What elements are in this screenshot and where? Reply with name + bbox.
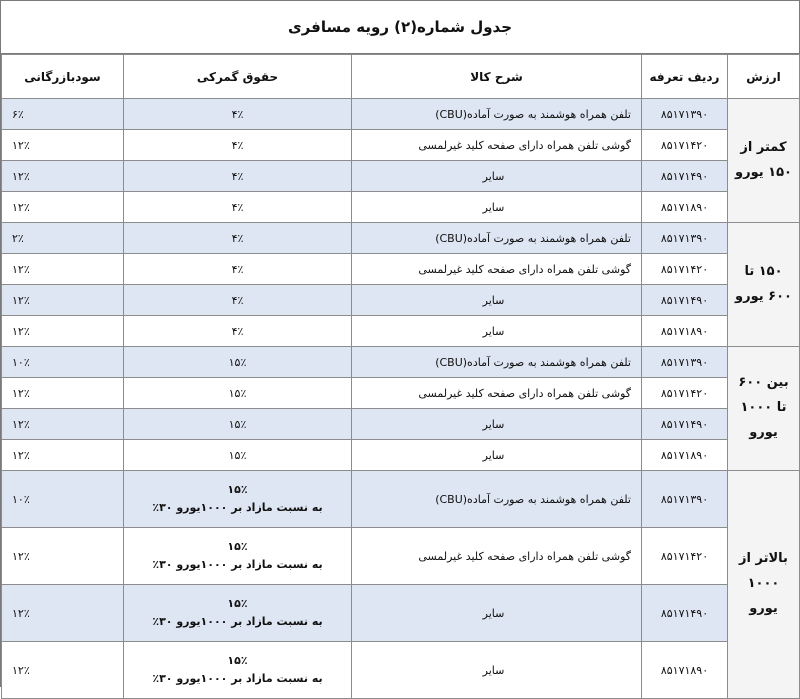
goods-description-cell: تلفن همراه هوشمند به صورت آماده(CBU) [352, 471, 642, 528]
header-tariff-code: ردیف تعرفه [642, 55, 728, 99]
customs-duty-note: به نسبت مازاد بر ۱۰۰۰یورو ۳۰٪ [152, 615, 323, 628]
goods-description-cell: سایر [352, 409, 642, 440]
goods-description-cell: سایر [352, 440, 642, 471]
customs-duty-cell [124, 285, 352, 316]
customs-duty-rate: ۴٪ [231, 107, 244, 121]
tariff-code-cell: ۸۵۱۷۱۸۹۰ [642, 316, 728, 347]
goods-description-cell: سایر [352, 585, 642, 642]
tariff-table [1, 54, 800, 699]
header-row [2, 55, 800, 99]
customs-duty-cell [124, 130, 352, 161]
table-row [2, 440, 800, 471]
value-range-cell: بالاتر از ۱۰۰۰ یورو [728, 471, 800, 699]
customs-duty-rate: ۱۵٪ [228, 355, 247, 369]
header-customs-duty: حقوق گمرکی [124, 55, 352, 99]
customs-duty-cell [124, 471, 352, 528]
commercial-profit-cell: ۱۲٪ [2, 285, 124, 316]
customs-duty-rate: ۴٪ [231, 138, 244, 152]
customs-duty-note: به نسبت مازاد بر ۱۰۰۰یورو ۳۰٪ [152, 672, 323, 685]
commercial-profit-cell: ۱۰٪ [2, 347, 124, 378]
goods-description-cell: گوشی تلفن همراه دارای صفحه کلید غیرلمسی [352, 254, 642, 285]
customs-duty-rate: ۴٪ [231, 231, 244, 245]
customs-duty-cell [124, 254, 352, 285]
commercial-profit-cell: ۱۲٪ [2, 440, 124, 471]
tariff-code-cell: ۸۵۱۷۱۸۹۰ [642, 192, 728, 223]
table-row [2, 642, 800, 699]
tariff-code-cell: ۸۵۱۷۱۴۲۰ [642, 528, 728, 585]
tariff-code-cell: ۸۵۱۷۱۴۹۰ [642, 585, 728, 642]
goods-description-cell: سایر [352, 316, 642, 347]
customs-duty-note: به نسبت مازاد بر ۱۰۰۰یورو ۳۰٪ [152, 558, 323, 571]
customs-duty-rate: ۱۵٪ [228, 417, 247, 431]
commercial-profit-cell: ۱۲٪ [2, 642, 124, 699]
table-row [2, 471, 800, 528]
table-row [2, 528, 800, 585]
goods-description-cell: سایر [352, 192, 642, 223]
header-value: ارزش [728, 55, 800, 99]
customs-duty-cell [124, 440, 352, 471]
customs-duty-cell [124, 316, 352, 347]
table-row [2, 99, 800, 130]
customs-duty-cell [124, 528, 352, 585]
goods-description-cell: گوشی تلفن همراه دارای صفحه کلید غیرلمسی [352, 378, 642, 409]
value-range-cell: کمتر از ۱۵۰ یورو [728, 99, 800, 223]
commercial-profit-cell: ۶٪ [2, 99, 124, 130]
customs-duty-rate: ۴٪ [231, 169, 244, 183]
customs-duty-rate: ۱۵٪ [228, 386, 247, 400]
commercial-profit-cell: ۱۲٪ [2, 585, 124, 642]
commercial-profit-cell: ۱۲٪ [2, 161, 124, 192]
tariff-code-cell: ۸۵۱۷۱۸۹۰ [642, 440, 728, 471]
commercial-profit-cell: ۱۲٪ [2, 316, 124, 347]
tariff-code-cell: ۸۵۱۷۱۴۲۰ [642, 378, 728, 409]
table-title: جدول شماره(۲) رویه مسافری [1, 1, 799, 54]
table-row [2, 161, 800, 192]
table-row [2, 409, 800, 440]
table-row [2, 347, 800, 378]
customs-duty-rate: ۱۵٪ [228, 448, 247, 462]
customs-duty-rate: ۱۵٪ [227, 540, 248, 554]
customs-duty-rate: ۴٪ [231, 324, 244, 338]
customs-duty-rate: ۴٪ [231, 200, 244, 214]
goods-description-cell: سایر [352, 642, 642, 699]
customs-duty-cell [124, 378, 352, 409]
customs-duty-cell [124, 223, 352, 254]
tariff-code-cell: ۸۵۱۷۱۴۹۰ [642, 161, 728, 192]
tariff-code-cell: ۸۵۱۷۱۳۹۰ [642, 99, 728, 130]
header-commercial-profit: سودبازرگانی [2, 55, 124, 99]
customs-duty-note: به نسبت مازاد بر ۱۰۰۰یورو ۳۰٪ [152, 501, 323, 514]
customs-duty-cell [124, 409, 352, 440]
customs-duty-rate: ۱۵٪ [227, 654, 248, 668]
goods-description-cell: گوشی تلفن همراه دارای صفحه کلید غیرلمسی [352, 130, 642, 161]
customs-duty-cell [124, 99, 352, 130]
commercial-profit-cell: ۱۲٪ [2, 409, 124, 440]
customs-duty-rate: ۴٪ [231, 293, 244, 307]
customs-duty-rate: ۱۵٪ [227, 597, 248, 611]
goods-description-cell: تلفن همراه هوشمند به صورت آماده(CBU) [352, 223, 642, 254]
tariff-code-cell: ۸۵۱۷۱۳۹۰ [642, 347, 728, 378]
customs-duty-rate: ۱۵٪ [227, 483, 248, 497]
tariff-code-cell: ۸۵۱۷۱۳۹۰ [642, 471, 728, 528]
customs-duty-cell [124, 192, 352, 223]
table-row [2, 378, 800, 409]
value-range-cell: بین ۶۰۰ تا ۱۰۰۰ یورو [728, 347, 800, 471]
commercial-profit-cell: ۱۲٪ [2, 192, 124, 223]
customs-duty-cell [124, 642, 352, 699]
customs-duty-cell [124, 585, 352, 642]
goods-description-cell: سایر [352, 161, 642, 192]
commercial-profit-cell: ۲٪ [2, 223, 124, 254]
tariff-code-cell: ۸۵۱۷۱۴۹۰ [642, 285, 728, 316]
goods-description-cell: تلفن همراه هوشمند به صورت آماده(CBU) [352, 347, 642, 378]
customs-duty-cell [124, 347, 352, 378]
customs-duty-cell [124, 161, 352, 192]
commercial-profit-cell: ۱۲٪ [2, 130, 124, 161]
commercial-profit-cell: ۱۲٪ [2, 254, 124, 285]
tariff-code-cell: ۸۵۱۷۱۴۹۰ [642, 409, 728, 440]
header-goods-description: شرح کالا [352, 55, 642, 99]
commercial-profit-cell: ۱۲٪ [2, 378, 124, 409]
tariff-code-cell: ۸۵۱۷۱۳۹۰ [642, 223, 728, 254]
goods-description-cell: سایر [352, 285, 642, 316]
table-row [2, 254, 800, 285]
goods-description-cell: گوشی تلفن همراه دارای صفحه کلید غیرلمسی [352, 528, 642, 585]
goods-description-cell: تلفن همراه هوشمند به صورت آماده(CBU) [352, 99, 642, 130]
commercial-profit-cell: ۱۲٪ [2, 528, 124, 585]
tariff-code-cell: ۸۵۱۷۱۴۲۰ [642, 130, 728, 161]
tariff-code-cell: ۸۵۱۷۱۴۲۰ [642, 254, 728, 285]
table-row [2, 316, 800, 347]
table-row [2, 192, 800, 223]
table-row [2, 130, 800, 161]
table-row [2, 585, 800, 642]
value-range-cell: ۱۵۰ تا ۶۰۰ یورو [728, 223, 800, 347]
commercial-profit-cell: ۱۰٪ [2, 471, 124, 528]
table-row [2, 285, 800, 316]
table-row [2, 223, 800, 254]
customs-duty-rate: ۴٪ [231, 262, 244, 276]
tariff-code-cell: ۸۵۱۷۱۸۹۰ [642, 642, 728, 699]
